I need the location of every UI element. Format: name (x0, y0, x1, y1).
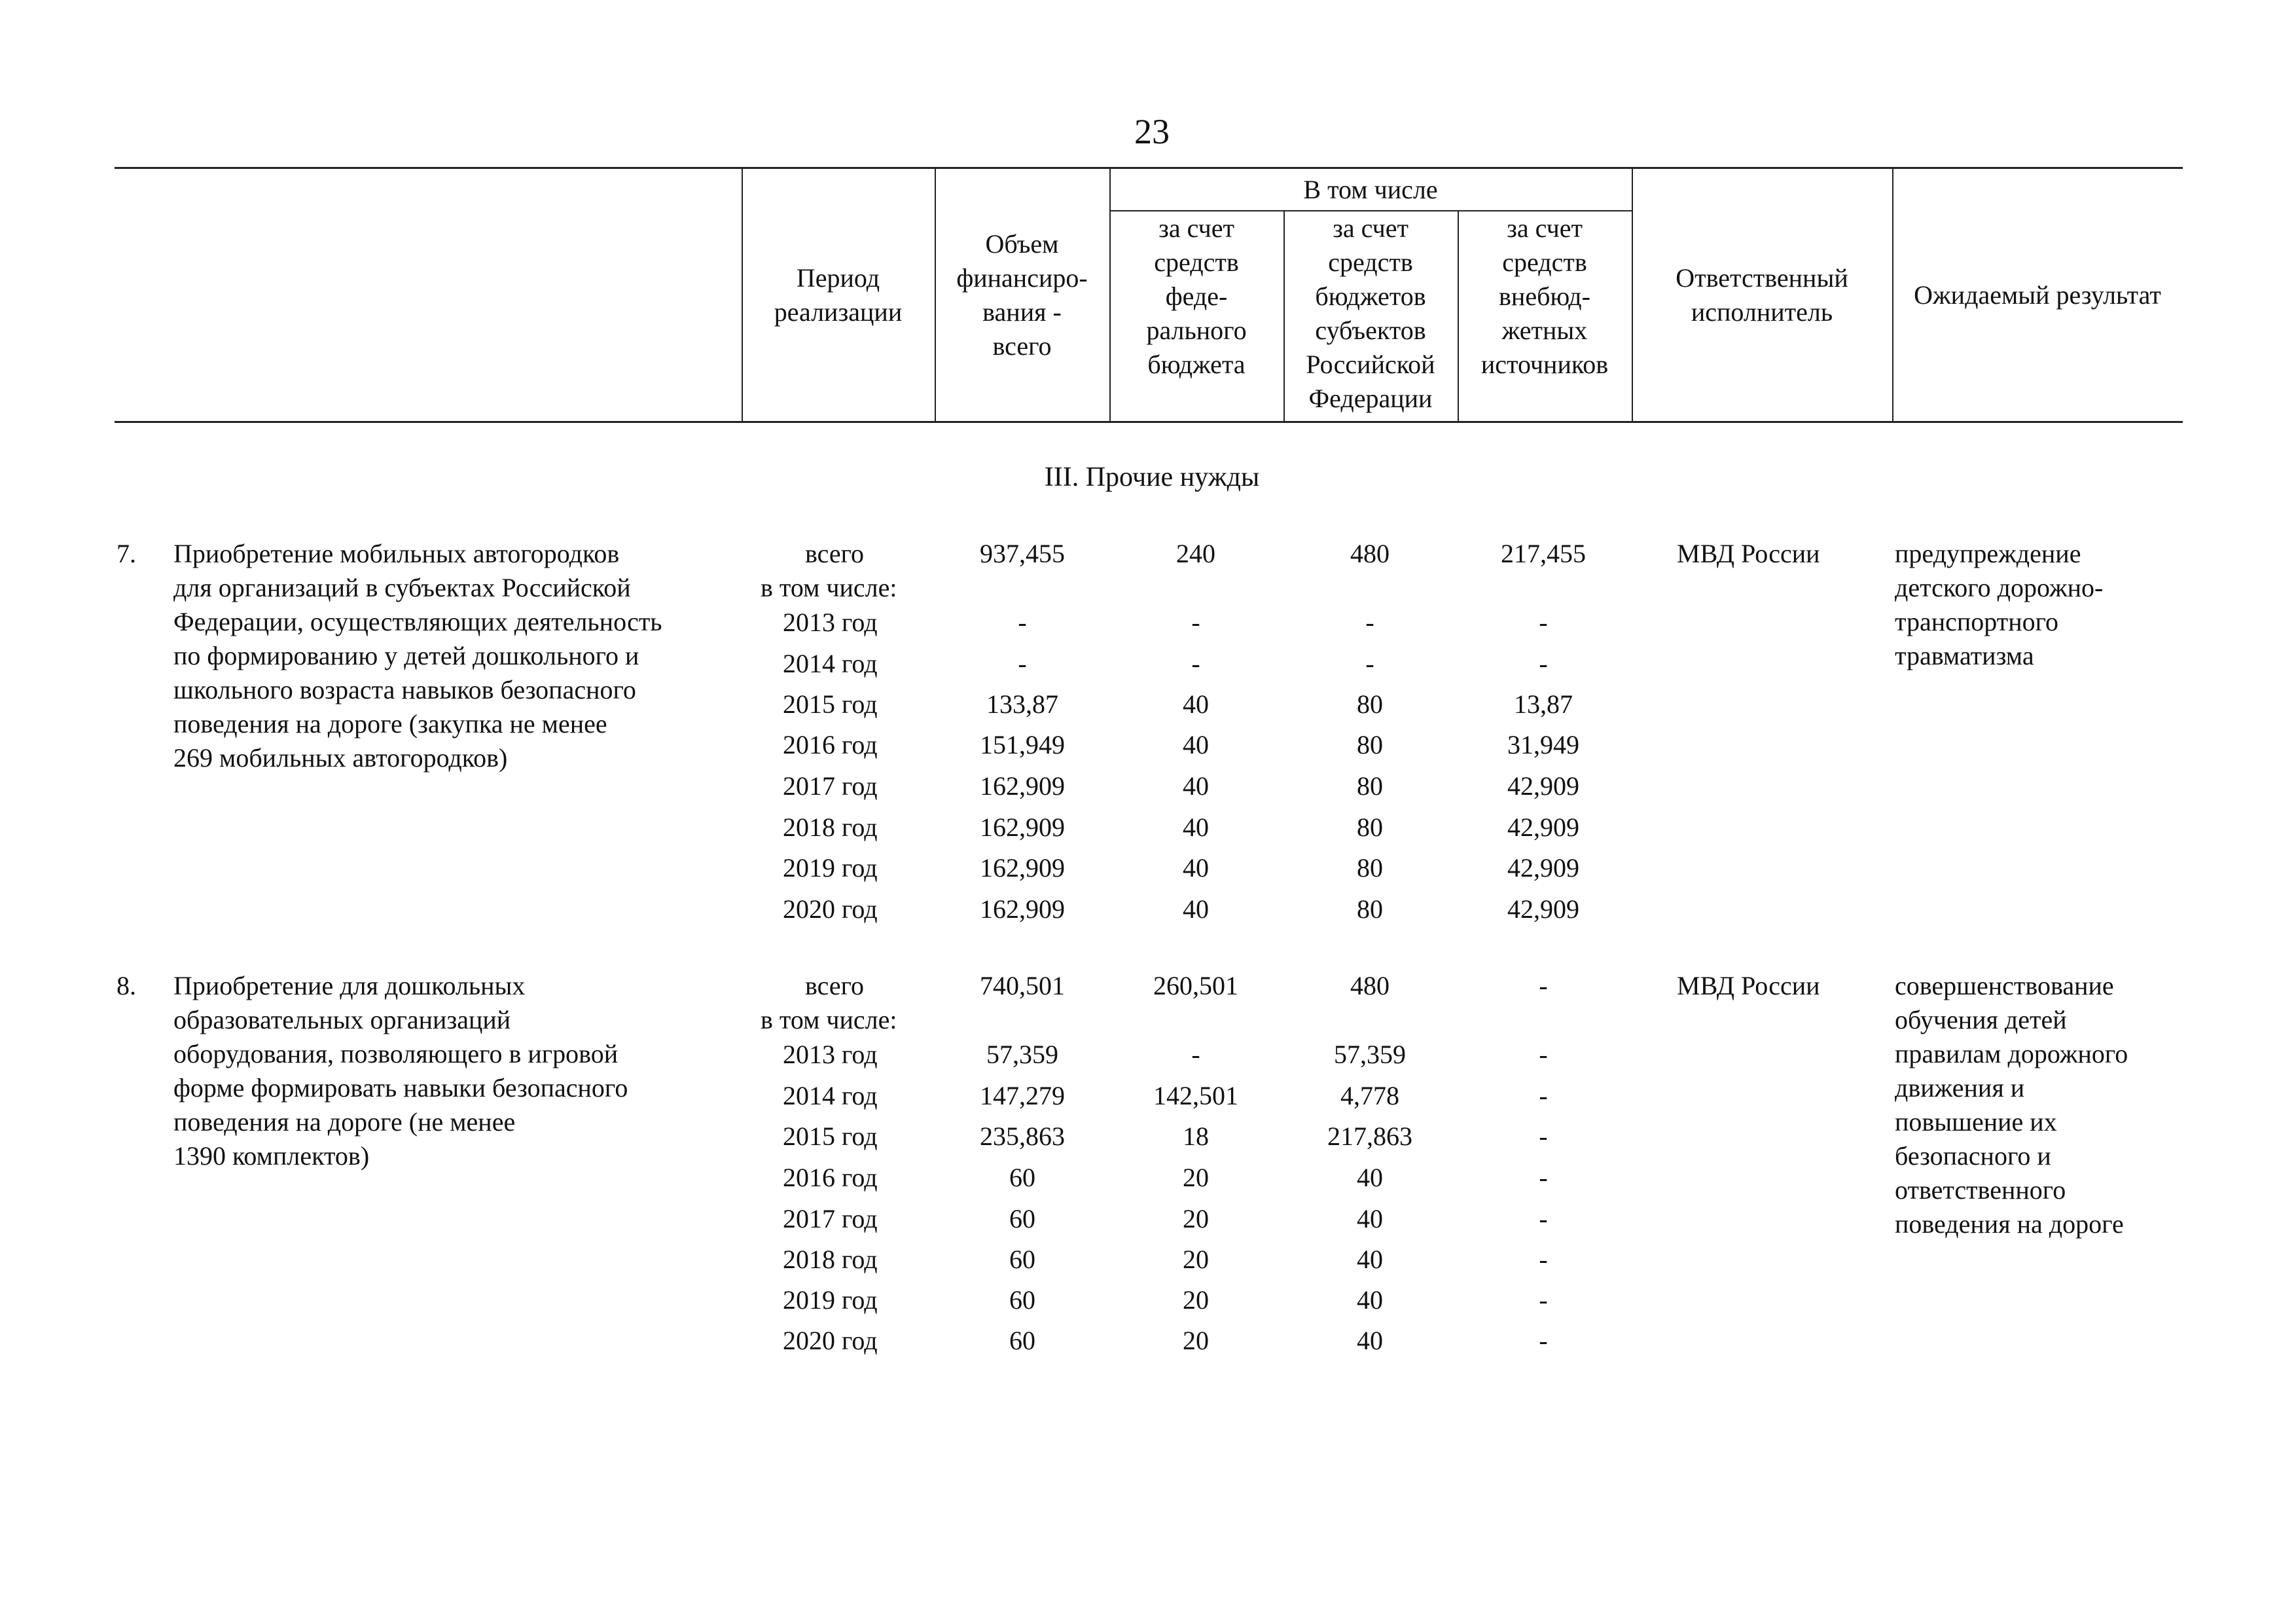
federal-cell: - (1191, 608, 1200, 637)
federal-cell: - (1191, 1040, 1200, 1069)
federal-cell: 18 (1183, 1122, 1209, 1151)
total-cell: 162,909 (980, 771, 1065, 801)
regional-cell: 80 (1357, 771, 1383, 801)
header-executor: Ответственный исполнитель (1676, 263, 1848, 327)
total-cell: 60 (1009, 1204, 1035, 1233)
federal-cell: 20 (1183, 1163, 1209, 1192)
federal-cell: 142,501 (1153, 1081, 1238, 1110)
federal-cell: 40 (1183, 812, 1209, 842)
extra-cell: - (1539, 1326, 1548, 1355)
regional-cell: 57,359 (1334, 1040, 1406, 1069)
extra-cell: - (1539, 1081, 1548, 1110)
extra-cell: - (1539, 1285, 1548, 1315)
total-cell: 133,87 (986, 689, 1058, 719)
extra-cell: - (1539, 1122, 1548, 1151)
period-cell: 2014 год (783, 1081, 878, 1110)
total-cell: 147,279 (980, 1081, 1065, 1110)
total-cell: 937,455 (980, 539, 1065, 568)
period-cell: 2020 год (783, 1326, 878, 1355)
period-cell: 2020 год (783, 894, 878, 924)
total-cell: 162,909 (980, 894, 1065, 924)
extra-cell: - (1539, 649, 1548, 678)
period-cell: 2018 год (783, 812, 878, 842)
extra-cell: 42,909 (1507, 812, 1579, 842)
period-cell: 2017 год (783, 1204, 878, 1233)
period-cell: 2019 год (783, 853, 878, 883)
regional-cell: 80 (1357, 689, 1383, 719)
federal-cell: 20 (1183, 1285, 1209, 1315)
regional-cell: 40 (1357, 1163, 1383, 1192)
item-result: предупреждение детского дорожно- транспортного травматизма (1895, 539, 2104, 670)
federal-cell: 40 (1183, 894, 1209, 924)
federal-cell: 40 (1183, 853, 1209, 883)
item-result: совершенствование обучения детей правилам дорожного движения и повышение их безопасного и ответственного поведения на дороге (1895, 971, 2128, 1239)
total-cell: 235,863 (980, 1122, 1065, 1151)
total-cell: 60 (1009, 1245, 1035, 1274)
extra-cell: - (1539, 1204, 1548, 1233)
federal-cell: 20 (1183, 1204, 1209, 1233)
extra-cell: - (1539, 1040, 1548, 1069)
total-cell: 57,359 (986, 1040, 1058, 1069)
extra-cell: 31,949 (1507, 730, 1579, 759)
period-cell: 2016 год (783, 1163, 878, 1192)
regional-cell: 480 (1350, 971, 1390, 1000)
extra-cell: - (1539, 1163, 1548, 1192)
federal-cell: - (1191, 649, 1200, 678)
regional-cell: 80 (1357, 894, 1383, 924)
total-cell: - (1018, 608, 1027, 637)
header-period: Период реализации (774, 263, 903, 327)
period-cell: 2017 год (783, 771, 878, 801)
regional-cell: 80 (1357, 853, 1383, 883)
regional-cell: 480 (1350, 539, 1390, 568)
federal-cell: 40 (1183, 771, 1209, 801)
total-cell: 60 (1009, 1163, 1035, 1192)
header-including: В том числе (1303, 174, 1438, 204)
header-regional: за счет средств бюджетов субъектов Российской Федерации (1306, 213, 1435, 413)
item-number: 8. (117, 971, 136, 1000)
period-cell: в том числе: (761, 1005, 897, 1034)
regional-cell: - (1365, 608, 1374, 637)
item-executor: МВД России (1677, 971, 1820, 1000)
page-number: 23 (1134, 112, 1170, 151)
regional-cell: 40 (1357, 1204, 1383, 1233)
period-cell: 2015 год (783, 1122, 878, 1151)
total-cell: 162,909 (980, 853, 1065, 883)
federal-cell: 40 (1183, 689, 1209, 719)
section-title: III. Прочие нужды (1044, 462, 1260, 492)
period-cell: 2016 год (783, 730, 878, 759)
extra-cell: - (1539, 608, 1548, 637)
regional-cell: 40 (1357, 1245, 1383, 1274)
regional-cell: 217,863 (1327, 1122, 1412, 1151)
period-cell: в том числе: (761, 573, 897, 602)
header-federal: за счет средств феде- рального бюджета (1146, 213, 1247, 379)
federal-cell: 40 (1183, 730, 1209, 759)
extra-cell: 42,909 (1507, 853, 1579, 883)
header-result: Ожидаемый результат (1914, 280, 2161, 310)
total-cell: 740,501 (980, 971, 1065, 1000)
period-cell: всего (805, 539, 865, 568)
header-volume: Объем финансиро- вания - всего (956, 228, 1088, 361)
extra-cell: 217,455 (1501, 539, 1586, 568)
item-description: Приобретение для дошкольных образовательных организаций оборудования, позволяющего в игровой форме формировать навыки безопасного поведения на дороге (не менее 1390 комплектов) (173, 971, 628, 1171)
total-cell: 60 (1009, 1285, 1035, 1315)
period-cell: 2019 год (783, 1285, 878, 1315)
item-executor: МВД России (1677, 539, 1820, 568)
period-cell: 2015 год (783, 689, 878, 719)
period-cell: всего (805, 971, 865, 1000)
regional-cell: 4,778 (1340, 1081, 1399, 1110)
extra-cell: 13,87 (1514, 689, 1573, 719)
regional-cell: 40 (1357, 1326, 1383, 1355)
federal-cell: 240 (1176, 539, 1215, 568)
regional-cell: 40 (1357, 1285, 1383, 1315)
extra-cell: 42,909 (1507, 894, 1579, 924)
extra-cell: - (1539, 971, 1548, 1000)
period-cell: 2013 год (783, 608, 878, 637)
total-cell: - (1018, 649, 1027, 678)
total-cell: 60 (1009, 1326, 1035, 1355)
regional-cell: 80 (1357, 730, 1383, 759)
regional-cell: - (1365, 649, 1374, 678)
regional-cell: 80 (1357, 812, 1383, 842)
period-cell: 2018 год (783, 1245, 878, 1274)
extra-cell: - (1539, 1245, 1548, 1274)
federal-cell: 260,501 (1153, 971, 1238, 1000)
federal-cell: 20 (1183, 1326, 1209, 1355)
period-cell: 2013 год (783, 1040, 878, 1069)
item-description: Приобретение мобильных автогородков для организаций в субъектах Российской Федерации, осуществляющих деятельность по формированию у детей дошкольного и школьного возраста навыков безопасного поведения на дороге (закупка не менее 269 мобильных автогородков) (173, 539, 662, 773)
period-cell: 2014 год (783, 649, 878, 678)
item-number: 7. (117, 539, 136, 568)
total-cell: 151,949 (980, 730, 1065, 759)
federal-cell: 20 (1183, 1245, 1209, 1274)
total-cell: 162,909 (980, 812, 1065, 842)
extra-cell: 42,909 (1507, 771, 1579, 801)
table-header (115, 167, 2183, 423)
header-extra: за счет средств внебюд- жетных источников (1480, 213, 1609, 379)
